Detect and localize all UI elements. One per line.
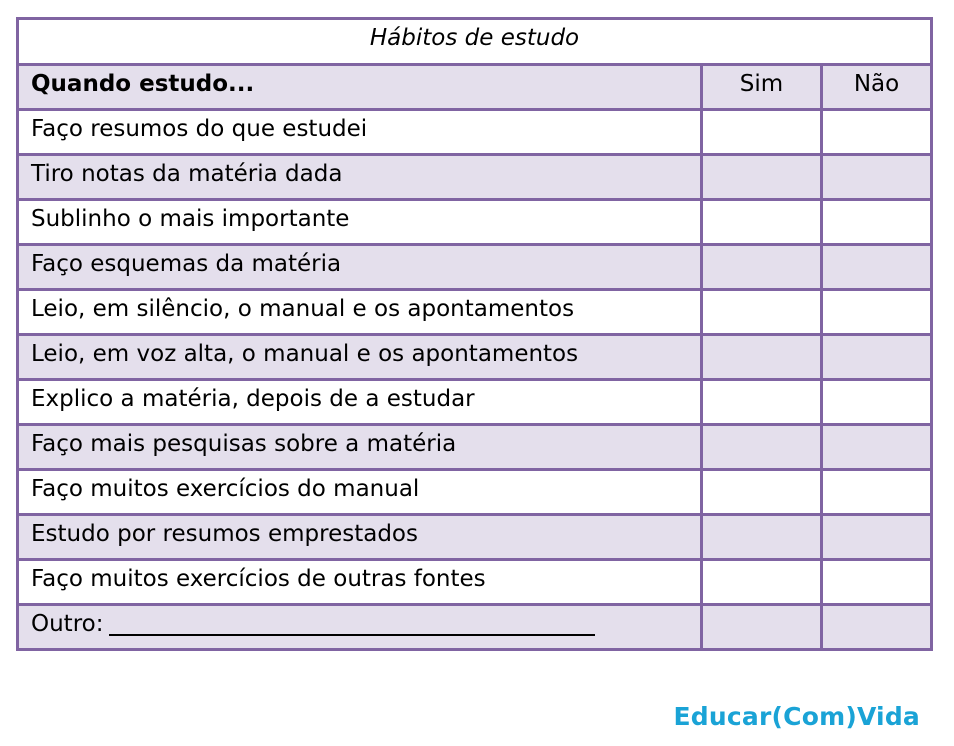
row-label: Faço resumos do que estudei xyxy=(18,110,702,155)
table-row xyxy=(18,515,932,560)
table-row xyxy=(18,110,932,155)
no-checkbox-cell[interactable] xyxy=(822,605,932,650)
row-label: Faço muitos exercícios do manual xyxy=(18,470,702,515)
yes-checkbox-cell[interactable] xyxy=(702,515,822,560)
no-checkbox-cell[interactable] xyxy=(822,380,932,425)
row-label: Faço esquemas da matéria xyxy=(18,245,702,290)
yes-checkbox-cell[interactable] xyxy=(702,290,822,335)
yes-checkbox-cell[interactable] xyxy=(702,560,822,605)
other-cell xyxy=(18,605,702,650)
row-label: Leio, em silêncio, o manual e os apontamentos xyxy=(18,290,702,335)
row-label: Faço mais pesquisas sobre a matéria xyxy=(18,425,702,470)
other-fill-line[interactable] xyxy=(109,606,595,636)
yes-checkbox-cell[interactable] xyxy=(702,245,822,290)
row-label: Explico a matéria, depois de a estudar xyxy=(18,380,702,425)
no-checkbox-cell[interactable] xyxy=(822,515,932,560)
yes-checkbox-cell[interactable] xyxy=(702,470,822,515)
study-habits-worksheet xyxy=(16,17,930,651)
yes-checkbox-cell[interactable] xyxy=(702,155,822,200)
no-checkbox-cell[interactable] xyxy=(822,110,932,155)
brand-logo-text: Educar(Com)Vida xyxy=(673,702,920,731)
table-row xyxy=(18,470,932,515)
no-checkbox-cell[interactable] xyxy=(822,335,932,380)
no-checkbox-cell[interactable] xyxy=(822,245,932,290)
yes-checkbox-cell[interactable] xyxy=(702,605,822,650)
yes-checkbox-cell[interactable] xyxy=(702,110,822,155)
study-habits-table xyxy=(16,17,933,651)
table-row xyxy=(18,155,932,200)
title-row xyxy=(18,19,932,65)
row-label: Faço muitos exercícios de outras fontes xyxy=(18,560,702,605)
no-checkbox-cell[interactable] xyxy=(822,200,932,245)
row-label: Estudo por resumos emprestados xyxy=(18,515,702,560)
no-column-header: Não xyxy=(822,65,932,110)
row-label: Leio, em voz alta, o manual e os apontamentos xyxy=(18,335,702,380)
table-row xyxy=(18,380,932,425)
no-checkbox-cell[interactable] xyxy=(822,470,932,515)
table-row xyxy=(18,335,932,380)
table-row xyxy=(18,425,932,470)
no-checkbox-cell[interactable] xyxy=(822,425,932,470)
table-row xyxy=(18,560,932,605)
yes-checkbox-cell[interactable] xyxy=(702,335,822,380)
yes-checkbox-cell[interactable] xyxy=(702,200,822,245)
yes-column-header: Sim xyxy=(702,65,822,110)
question-header: Quando estudo... xyxy=(18,65,702,110)
header-row xyxy=(18,65,932,110)
yes-checkbox-cell[interactable] xyxy=(702,425,822,470)
row-label: Sublinho o mais importante xyxy=(18,200,702,245)
table-row xyxy=(18,245,932,290)
other-label: Outro: xyxy=(31,611,104,637)
table-row xyxy=(18,290,932,335)
table-row xyxy=(18,200,932,245)
row-label: Tiro notas da matéria dada xyxy=(18,155,702,200)
worksheet-title: Hábitos de estudo xyxy=(18,19,932,65)
no-checkbox-cell[interactable] xyxy=(822,290,932,335)
no-checkbox-cell[interactable] xyxy=(822,560,932,605)
no-checkbox-cell[interactable] xyxy=(822,155,932,200)
other-row xyxy=(18,605,932,650)
yes-checkbox-cell[interactable] xyxy=(702,380,822,425)
